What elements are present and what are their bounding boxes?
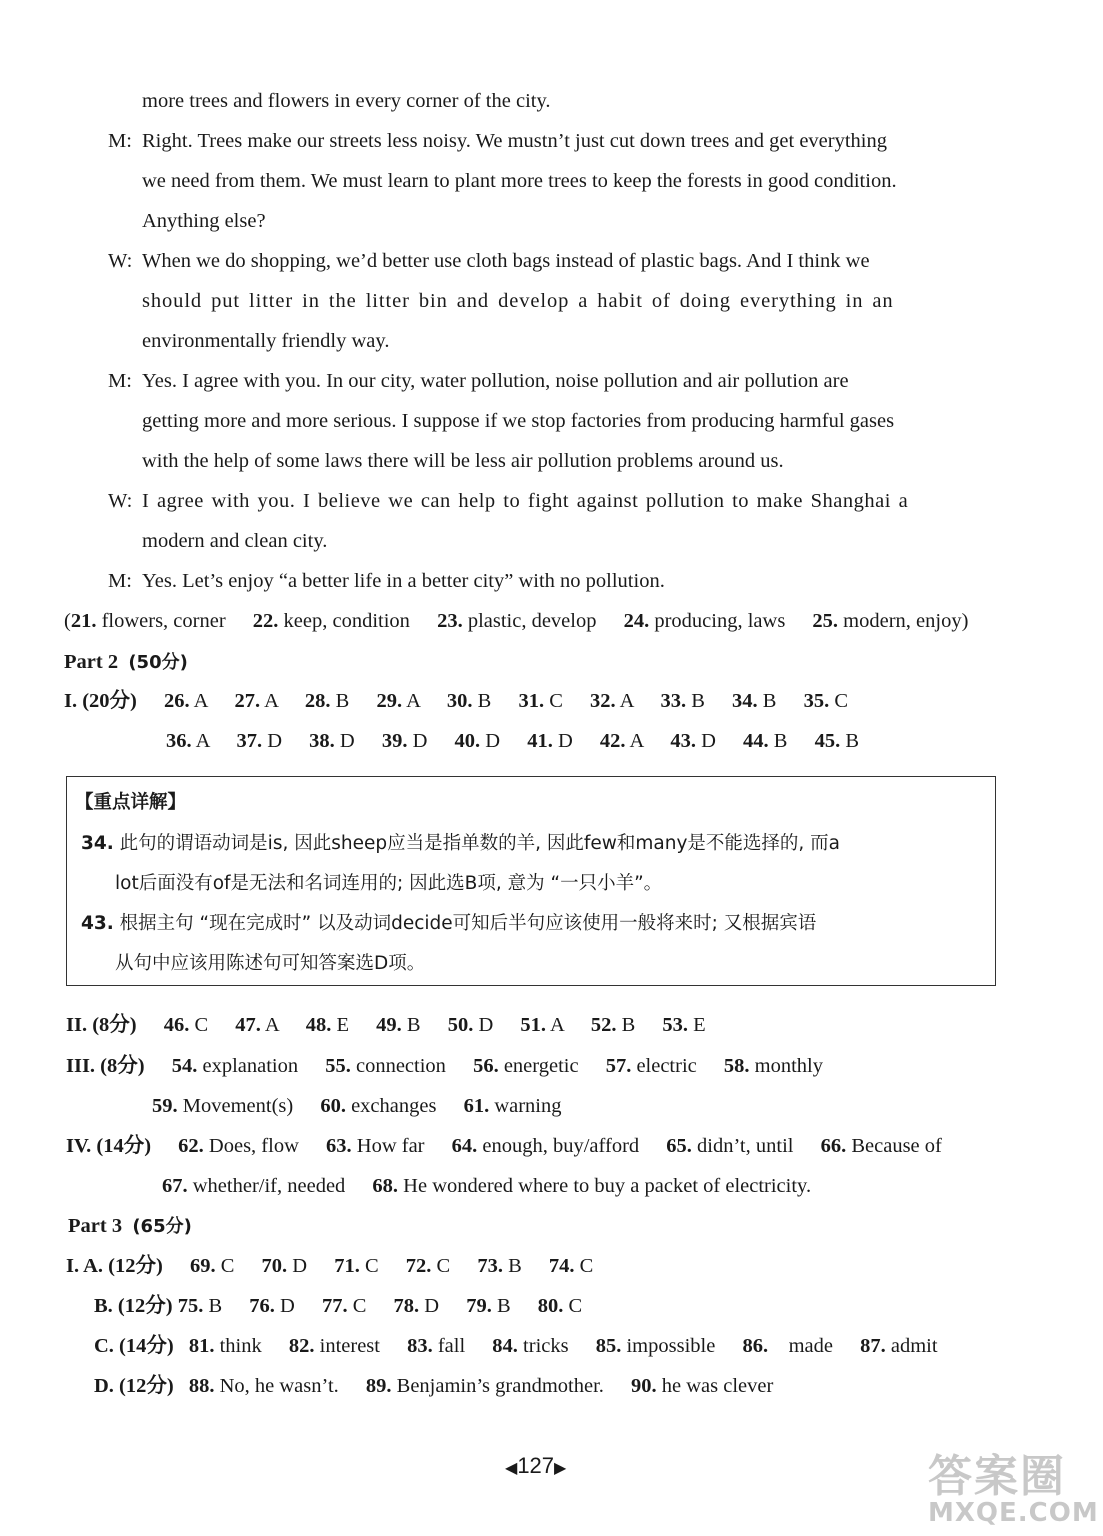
dialogue-line: Yes. Let’s enjoy “a better life in a better city” with no pollution. bbox=[142, 570, 665, 592]
answer-item: 31. C bbox=[518, 690, 563, 712]
answer-item: 21. flowers, corner bbox=[70, 610, 226, 632]
section-label: C. (14分) bbox=[94, 1335, 174, 1357]
answer-item: 58. monthly bbox=[723, 1055, 823, 1077]
part3-section-b bbox=[94, 1292, 582, 1320]
answer-item: 28. B bbox=[304, 690, 350, 712]
answer-item: 89. Benjamin’s grandmother. bbox=[365, 1375, 604, 1397]
part2-section-ii bbox=[66, 1011, 706, 1039]
answer-item: 26. A bbox=[164, 690, 208, 712]
dialogue-line: I agree with you. I believe we can help to fight against pollution to make Shanghai a bbox=[142, 490, 909, 512]
answer-item: 76. D bbox=[249, 1295, 295, 1317]
speaker-label: W: bbox=[108, 490, 133, 512]
explanation-title: 【重点详解】 bbox=[75, 792, 187, 813]
part3-section-a bbox=[66, 1252, 593, 1280]
answer-item: 56. energetic bbox=[473, 1055, 579, 1077]
explanation-item: 43. 根据主句 “现在完成时” 以及动词decide可知后半句应该使用一般将来时; 又根据宾语 bbox=[81, 913, 817, 934]
left-arrow-icon: ◀ bbox=[505, 1460, 518, 1477]
section-label: IV. (14分) bbox=[66, 1135, 152, 1157]
explanation-item-cont: lot后面没有of是无法和名词连用的; 因此选B项, 意为 “一只小羊”。 bbox=[115, 873, 663, 894]
answer-item: 48. E bbox=[305, 1014, 350, 1036]
part2-heading: Part 2 (50分) bbox=[64, 651, 188, 673]
answer-item: 47. A bbox=[235, 1014, 279, 1036]
part3-section-c bbox=[94, 1332, 938, 1360]
answer-item: 74. C bbox=[548, 1255, 594, 1277]
dialogue-line: we need from them. We must learn to plant more trees to keep the forests in good condition. bbox=[142, 170, 897, 192]
page-number: ◀127▶ bbox=[505, 1453, 567, 1478]
answer-item: 24. producing, laws bbox=[623, 610, 786, 632]
paren-open: ( bbox=[64, 610, 71, 632]
answer-item: 36. A bbox=[166, 730, 210, 752]
answer-item: 40. D bbox=[454, 730, 501, 752]
answer-item: 87. admit bbox=[860, 1335, 938, 1357]
explanation-box bbox=[66, 776, 996, 986]
answer-item: 79. B bbox=[466, 1295, 511, 1317]
answer-item: 46. C bbox=[163, 1014, 209, 1036]
answer-item: 44. B bbox=[743, 730, 788, 752]
answer-item: 70. D bbox=[261, 1255, 308, 1277]
part2-section-iv-row1 bbox=[66, 1132, 942, 1160]
answer-item: 41. D bbox=[527, 730, 573, 752]
watermark-logo: 答案圈 bbox=[928, 1451, 1066, 1502]
answer-item: 45. B bbox=[814, 730, 859, 752]
answer-item: 78. D bbox=[393, 1295, 440, 1317]
part2-section-iii-row1 bbox=[66, 1052, 823, 1080]
answer-item: 72. C bbox=[405, 1255, 451, 1277]
dialogue-line: Right. Trees make our streets less noisy. We mustn’t just cut down trees and get everything bbox=[142, 130, 887, 152]
part2-section-iii-row2 bbox=[152, 1092, 562, 1120]
answer-item: 29. A bbox=[376, 690, 420, 712]
answer-item: 69. C bbox=[189, 1255, 235, 1277]
answer-item: 77. C bbox=[321, 1295, 367, 1317]
section-label: D. (12分) bbox=[94, 1375, 174, 1397]
section-label: B. (12分) bbox=[94, 1295, 173, 1317]
dialogue-line: should put litter in the litter bin and develop a habit of doing everything in an bbox=[142, 290, 894, 312]
answer-item: 22. keep, condition bbox=[252, 610, 410, 632]
answer-item: 32. A bbox=[590, 690, 634, 712]
answer-item: 85. impossible bbox=[595, 1335, 716, 1357]
dialogue-line: modern and clean city. bbox=[142, 530, 328, 552]
answer-item: 86. made bbox=[742, 1335, 833, 1357]
answer-item: 62. Does, flow bbox=[178, 1135, 299, 1157]
answer-item: 84. tricks bbox=[492, 1335, 569, 1357]
answers-21-25 bbox=[64, 607, 968, 635]
answer-item: 53. E bbox=[662, 1014, 706, 1036]
explanation-item-cont: 从句中应该用陈述句可知答案选D项。 bbox=[115, 953, 426, 974]
answer-item: 55. connection bbox=[325, 1055, 446, 1077]
answer-item: 81. think bbox=[188, 1335, 262, 1357]
answer-item: 30. B bbox=[446, 690, 492, 712]
answer-item: 82. interest bbox=[288, 1335, 380, 1357]
part2-section-iv-row2 bbox=[162, 1172, 811, 1200]
answer-item: 75. B bbox=[177, 1295, 223, 1317]
answer-item: 88. No, he wasn’t. bbox=[188, 1375, 339, 1397]
dialogue-line: getting more and more serious. I suppose if we stop factories from producing harmful gases bbox=[142, 410, 895, 432]
right-arrow-icon: ▶ bbox=[554, 1460, 567, 1477]
section-label: I. (20分) bbox=[64, 690, 137, 712]
answer-item: 42. A bbox=[599, 730, 644, 752]
answer-item: 23. plastic, develop bbox=[437, 610, 597, 632]
section-label: II. (8分) bbox=[66, 1014, 137, 1036]
answer-item: 59. Movement(s) bbox=[152, 1095, 294, 1117]
dialogue-line: with the help of some laws there will be less air pollution problems around us. bbox=[142, 450, 784, 472]
answer-item: 68. He wondered where to buy a packet of electricity. bbox=[372, 1175, 812, 1197]
dialogue-line: Yes. I agree with you. In our city, water pollution, noise pollution and air pollution are bbox=[142, 370, 849, 392]
answer-item: 38. D bbox=[309, 730, 355, 752]
part3-heading: Part 3 (65分) bbox=[68, 1215, 192, 1237]
part2-section-i-row2 bbox=[166, 727, 859, 755]
answer-item: 27. A bbox=[234, 690, 278, 712]
dialogue-line: When we do shopping, we’d better use cloth bags instead of plastic bags. And I think we bbox=[142, 250, 870, 272]
speaker-label: M: bbox=[108, 370, 132, 392]
answer-item: 34. B bbox=[732, 690, 777, 712]
answer-item: 43. D bbox=[670, 730, 716, 752]
answer-item: 71. C bbox=[334, 1255, 379, 1277]
answer-item: 67. whether/if, needed bbox=[162, 1175, 346, 1197]
watermark-url: MXQE.COM bbox=[928, 1498, 1099, 1528]
answer-item: 33. B bbox=[660, 690, 705, 712]
speaker-label: M: bbox=[108, 130, 132, 152]
answer-item: 65. didn’t, until bbox=[666, 1135, 794, 1157]
answer-item: 80. C bbox=[537, 1295, 583, 1317]
dialogue-line: more trees and flowers in every corner of the city. bbox=[142, 90, 551, 112]
answer-item: 73. B bbox=[477, 1255, 522, 1277]
dialogue-line: Anything else? bbox=[142, 210, 266, 232]
answer-item: 61. warning bbox=[463, 1095, 562, 1117]
dialogue-line: environmentally friendly way. bbox=[142, 330, 390, 352]
answer-item: 52. B bbox=[590, 1014, 636, 1036]
answer-item: 64. enough, buy/afford bbox=[451, 1135, 640, 1157]
part3-section-d bbox=[94, 1372, 773, 1400]
answer-item: 49. B bbox=[376, 1014, 421, 1036]
answer-item: 25. modern, enjoy) bbox=[812, 610, 969, 632]
answer-item: 50. D bbox=[447, 1014, 494, 1036]
speaker-label: M: bbox=[108, 570, 132, 592]
answer-item: 90. he was clever bbox=[631, 1375, 774, 1397]
part2-section-i-row1 bbox=[64, 687, 848, 715]
section-label: I. A. (12分) bbox=[66, 1255, 163, 1277]
answer-item: 37. D bbox=[236, 730, 282, 752]
answer-item: 63. How far bbox=[326, 1135, 425, 1157]
answer-item: 66. Because of bbox=[820, 1135, 942, 1157]
answer-item: 39. D bbox=[381, 730, 428, 752]
answer-item: 54. explanation bbox=[171, 1055, 299, 1077]
answer-item: 57. electric bbox=[605, 1055, 697, 1077]
explanation-item: 34. 此句的谓语动词是is, 因此sheep应当是指单数的羊, 因此few和many是不能选择的, 而a bbox=[81, 833, 841, 854]
answer-item: 35. C bbox=[803, 690, 849, 712]
section-label: III. (8分) bbox=[66, 1055, 145, 1077]
answer-item: 83. fall bbox=[407, 1335, 466, 1357]
answer-item: 60. exchanges bbox=[320, 1095, 437, 1117]
answer-item: 51. A bbox=[520, 1014, 564, 1036]
speaker-label: W: bbox=[108, 250, 133, 272]
